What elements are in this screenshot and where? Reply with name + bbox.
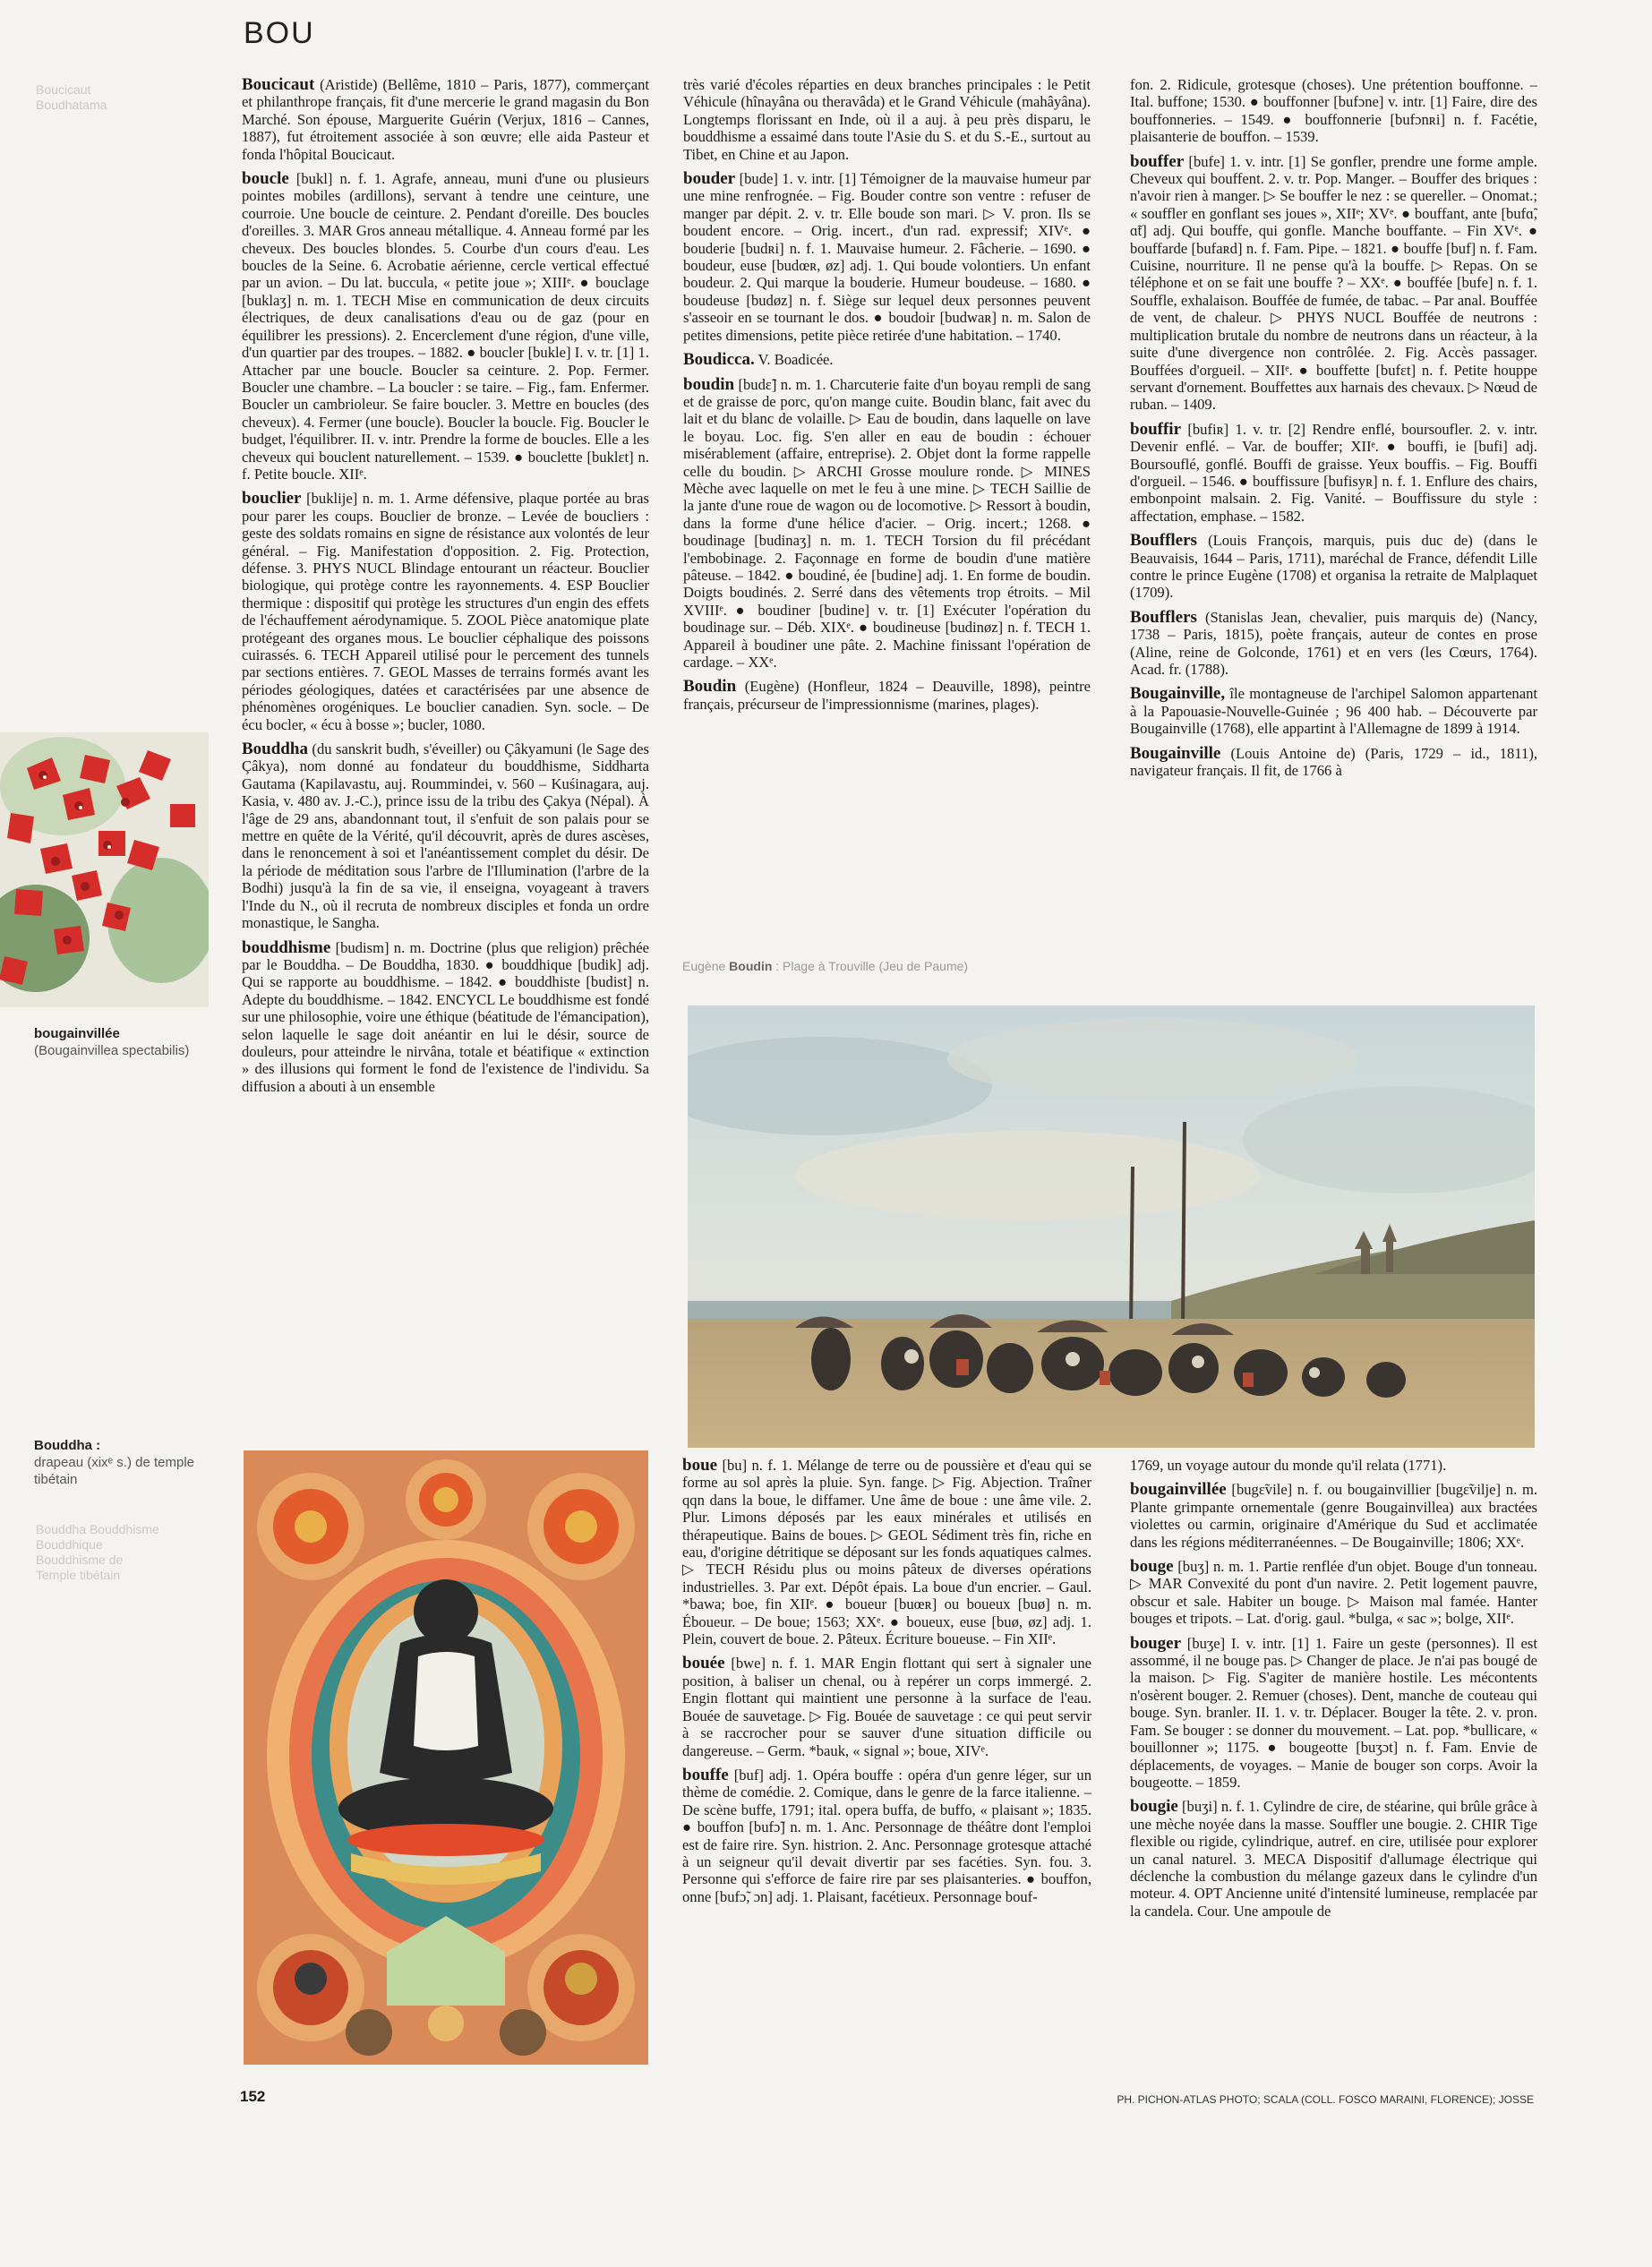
entry-headword: boue — [682, 1457, 718, 1475]
entry-headword: bouée — [682, 1654, 725, 1673]
column-5 — [1130, 1457, 1537, 2066]
entry-headword: Boufflers — [1130, 607, 1197, 627]
entry-definition: [bufiʀ] 1. v. tr. [2] Rendre enflé, boursoufler. 2. v. intr. Devenir enflé. – Var. de bouffer; XIIᵉ. ● bouffi, ie [bufi] adj. Boursouflé, gonflé. Bouffi de graisse. Yeux bouffis. – Fig. Bouffi d'orgueil. – 1546. ● bouffissure [bufisyʀ] n. f. 1. Enflure des chairs, embonpoint malsain. 2. Fig. Vanité. – Bouffissure du style : affectation, emphase. – 1582. — [1130, 420, 1537, 525]
boudin-beach-painting — [688, 1005, 1535, 1448]
entry-definition: [buʒ] n. m. 1. Partie renflée d'un objet. Bouge d'un tonneau. ▷ MAR Convexité du pont d'un navire. 2. Petit logement pauvre, obscur et sale. Habiter un bouge. ▷ Maison mal famée. Hanter bouges et tripots. – Lat. d'orig. gaul. *bulga, « sac »; bolge, XIIᵉ. — [1130, 1558, 1537, 1628]
entry-definition: (Stanislas Jean, chevalier, puis marquis de) (Nancy, 1738 – Paris, 1815), poète français, auteur de contes en prose (Aline, reine de Golconde, 1761) et en vers (les Cœurs, 1764). Acad. fr. (1788). — [1130, 608, 1537, 678]
entry-definition: [bu] n. f. 1. Mélange de terre ou de poussière et d'eau qui se forme au sol après la pluie. Syn. fange. ▷ Fig. Abjection. Traîner qqn dans la boue, le diffamer. Une âme de boue : une âme vile. 2. Plur. Limons déposés par les eaux minérales et utilisés en thérapeutique. Bains de boues. ▷ GEOL Sédiment très fin, riche en eau, d'origine détritique se déposant sur les fonds aquatiques calmes. ▷ TECH Résidu plus ou moins pâteux de diverses opérations industrielles. 3. Par ext. Dépôt épais. La boue d'un encrier. – Gaul. *bawa; boe, fin XIIᵉ. ● boueur [buœʀ] ou boueux [buø] n. m. Éboueur. – De boue; 1563; XXᵉ. ● boueux, euse [buø, øz] adj. 1. Plein, couvert de boue. 2. Pâteux. Écriture boueuse. – Fin XIIᵉ. — [682, 1457, 1091, 1648]
bouddha-caption — [34, 1437, 204, 1488]
dictionary-entry — [1130, 1558, 1537, 1628]
entry-definition: [bwe] n. f. 1. MAR Engin flottant qui sert à signaler une position, à baliser un chenal, ou à repérer un corps immergé. 2. Engin flottant qui maintient une personne à la surface de l'eau. Bouée de sauvetage. ▷ Fig. Bouée de sauvetage : ce qui peut servir à se raccrocher pour se sauver d'une situation difficile ou dangereuse. – Germ. *bauk, « signal »; boue, XIVᵉ. — [682, 1655, 1091, 1759]
dictionary-entry — [682, 1655, 1091, 1758]
entry-definition: (Eugène) (Honfleur, 1824 – Deauville, 1898), peintre français, précurseur de l'impressionnisme (marines, plages). — [683, 678, 1091, 713]
entry-definition: [buklije] n. m. 1. Arme défensive, plaque portée au bras pour parer les coups. Bouclier de bronze. – Levée de boucliers : geste des soldats romains en signe de résistance aux volontés de leur général. – Fig. Manifestation d'opposition. 2. Fig. Protection, défense. 3. PHYS NUCL Blindage entourant un réacteur. Bouclier biologique, qui protège contre les rayonnements. 4. ESP Bouclier thermique : dispositif qui protège les structures d'un engin des effets de l'échauffement aérodynamique. 5. ZOOL Pièce anatomique plate protégeant des organes mous. Le bouclier céphalique des poissons cuirassés. 6. TECH Appareil utilisé pour le percement des tunnels par sections entières. 7. GEOL Masses de terrains formés avant les périodes géologiques, datées et caractérisées par une absence de phénomènes orogéniques. Le bouclier canadien. Syn. socle. – De écu bocler, « écu à bosse »; bucler, 1080. — [242, 490, 649, 733]
entry-definition: [bukl] n. f. 1. Agrafe, anneau, muni d'une ou plusieurs pointes mobiles (ardillons), servant à tendre une ceinture, une courroie. Une boucle de ceinture. 2. Pendant d'oreille. Des boucles d'oreilles. 3. MAR Gros anneau métallique. 4. Anneau formé par les cheveux. Des boucles blondes. 5. Courbe d'un cours d'eau. Les boucles de la Seine. 6. Acrobatie aérienne, cercle vertical effectué par un avion. – Du lat. buccula, « petite joue »; XIIIᵉ. ● bouclage [buklaʒ] n. m. 1. TECH Mise en communication de deux circuits électriques, de deux canalisations d'eau ou de gaz (pour en équilibrer les pressions). 2. Encerclement d'une région, d'une ville, d'un quartier par des troupes. – 1882. ● boucler [bukle] I. v. tr. [1] 1. Attacher par une boucle. Boucler sa ceinture. 2. Pop. Fermer. Boucler une chambre. – La boucler : se taire. – Fig., fam. Enfermer. Boucler un cambrioleur. Se faire boucler. 3. Mettre en boucles (des cheveux). 4. Fermer (une boucle). Boucler la boucle. Fig. Boucler le budget, l'équilibrer. II. v. intr. Prendre la forme de boucles. Elle a les cheveux qui bouclent naturellement. – 1539. ● bouclette [buklɛt] n. f. Petite boucle. XIIᵉ. — [242, 170, 649, 483]
entry-headword: bouffe — [682, 1765, 729, 1784]
dictionary-entry — [242, 170, 649, 483]
entry-headword: Bouddha — [242, 740, 308, 759]
entry-definition: [bude] 1. v. intr. [1] Témoigner de la mauvaise humeur par une mine renfrognée. – Fig. Bouder contre son ventre : refuser de manger par dépit. 2. v. tr. Elle boude son mari. ▷ V. pron. Ils se boudent encore. – Orig. incert., d'un rad. expressif; XIVᵉ. ● bouderie [budʀi] n. f. 1. Mauvaise humeur. 2. Fâcherie. – 1690. ● boudeur, euse [budœʀ, øz] adj. 1. Qui boude volontiers. Un enfant boudeur. 2. Qui marque la bouderie. Humeur boudeuse. – 1680. ● boudeuse [budøz] n. f. Siège sur lequel deux personnes peuvent s'asseoir en se tournant le dos. ● boudoir [budwaʀ] n. m. Salon de petites dimensions, petite pièce retirée d'une habitation. – 1740. — [683, 170, 1091, 344]
entry-headword: bouger — [1130, 1633, 1181, 1653]
entry-definition: [budism] n. m. Doctrine (plus que religion) prêchée par le Bouddha. – De Bouddha, 1830. ● bouddhique [budik] adj. Qui se rapporte au bouddhisme. – 1842. ● bouddhiste [budist] n. Adepte du bouddhisme. – 1842. ENCYCL Le bouddhisme est fondé sur une philosophie, voire une éthique (béatitude de l'émancipation), selon laquelle le sage doit anéantir en lui le désir, source de douleurs, pour atteindre le nirvâna, totale et béatifique « extinction » des illusions qui forment le fond de l'existence de l'individu. Sa diffusion a abouti à un ensemble — [242, 938, 649, 1095]
dictionary-entry — [242, 490, 649, 733]
boudin-caption-rest: : Plage à Trouville (Jeu de Paume) — [772, 959, 969, 973]
dictionary-entry — [682, 1457, 1091, 1647]
dictionary-entry — [242, 939, 649, 1096]
column-4 — [682, 1457, 1091, 2066]
entry-definition: [bugɛ̃vile] n. f. ou bougainvillier [bugɛ̃vilje] n. m. Plante grimpante ornementale (genre Bougainvillea) aux bractées violettes ou carmin, originaire d'Amérique du Sud et acclimatée dans les régions méditerranéennes. – De Bougainville; 1806; XXᵉ. — [1130, 1481, 1537, 1551]
entry-headword: Boucicaut — [242, 76, 315, 94]
column-3 — [1130, 76, 1537, 985]
photo-credits: PH. PICHON-ATLAS PHOTO; SCALA (COLL. FOSCO MARAINI, FLORENCE); JOSSE — [1117, 2093, 1534, 2106]
dictionary-entry — [1130, 1457, 1537, 1474]
dictionary-entry — [1130, 532, 1537, 602]
entry-definition: [bufe] 1. v. intr. [1] Se gonfler, prendre une forme ample. Cheveux qui bouffent. 2. v. tr. Pop. Manger. – Bouffer des briques : n'avoir rien à manger. ▷ Se bouffer le nez : se quereller. – Onomat.; « souffler en gonflant ses joues », XIIᵉ; XVᵉ. ● bouffant, ante [bufɑ̃, ɑ̃t] adj. Qui bouffe, qui gonfle. Manche bouffante. – Fin XVᵉ. ● bouffarde [bufaʀd] n. f. Fam. Pipe. – 1821. ● bouffe [buf] n. f. Fam. Cuisine, nourriture. Il ne pense qu'à la bouffe. ▷ Repas. On se téléphone et on se fait une bouffe ? – XXᵉ. ● bouffée [bufe] n. f. 1. Souffle, exhalaison. Bouffée de fumée, de tabac. – Par anal. Bouffée de vent, de chaleur. ▷ PHYS NUCL Bouffée de neutrons : multiplication brutale du nombre de neutrons dans un réacteur, à la suite d'une divergence non contrôlée. 2. Fig. Accès passager. Bouffées d'orgueil. – XIIᵉ. ● bouffette [bufɛt] n. f. Petite houppe servant d'ornement. Bouffettes aux harnais des chevaux. ▷ Nœud de ruban. – 1409. — [1130, 152, 1537, 414]
entry-definition: très varié d'écoles réparties en deux branches principales : le Petit Véhicule (hînayâna ou theravâda) et le Grand Véhicule (mahâyâna). Longtemps florissant en Inde, où il a auj. à peu près disparu, le bouddhisme a essaimé dans toute l'Asie du S. et du S.-E., surtout au Tibet, en Chine et au Japon. — [683, 76, 1091, 163]
dictionary-entry — [683, 76, 1091, 163]
boudin-painting-caption — [682, 958, 1094, 975]
entry-headword: bouddhisme — [242, 937, 331, 957]
entry-definition: (Aristide) (Bellême, 1810 – Paris, 1877), commerçant et philanthrope français, fit d'une mercerie le grand magasin du Bon Marché. Son épouse, Marguerite Guérin (Verjux, 1816 – Cannes, 1887), fut étroitement associée à son œuvre; elle aida Pasteur et fonda l'hôpital Boucicaut. — [242, 76, 649, 163]
ghost-text-top: Boucicaut Boudhatama — [36, 82, 107, 112]
entry-definition: [buʒe] I. v. intr. [1] 1. Faire un geste (personnes). Il est assommé, il ne bouge pas. ▷ Changer de place. Je n'ai pas bougé de la maison. ▷ Fig. S'agiter de manière hostile. Les mécontents n'osèrent bouger. 2. Remuer (choses). Dent, manche de couteau qui bouge. Syn. branler. II. 1. v. tr. Déplacer. Bouger la tête. 2. v. pron. Fam. Se bouger : se donner du mouvement. – Lat. pop. *bullicare, « bouillonner »; 1175. ● bougeotte [buʒɔt] n. f. Fam. Envie de déplacements, de voyages. – Manie de bouger son corps. Avoir la bougeotte. – 1859. — [1130, 1634, 1537, 1791]
column-1 — [242, 76, 649, 1441]
dictionary-entry — [683, 678, 1091, 713]
entry-definition: fon. 2. Ridicule, grotesque (choses). Une prétention bouffonne. – Ital. buffone; 1530. ● bouffonner [bufɔne] v. intr. [1] Faire, dire des bouffonneries. – 1549. ● bouffonnerie [bufɔnʀi] n. f. Facétie, plaisanterie de bouffon. – 1539. — [1130, 76, 1537, 146]
dictionary-entry — [1130, 745, 1537, 780]
bouddha-caption-title: Bouddha : — [34, 1438, 101, 1453]
entry-headword: bougainvillée — [1130, 1480, 1227, 1500]
entry-definition: [budɛ̃] n. m. 1. Charcuterie faite d'un boyau rempli de sang et de graisse de porc, qu'on mange cuite. Boudin blanc, fait avec du lait et du blanc de volaille. ▷ Eau de boudin, dans laquelle on lave le boyau. Loc. fig. S'en aller en eau de boudin : échouer misérablement (affaire, entreprise). 2. Objet dont la forme rappelle celle du boudin. ▷ ARCHI Grosse moulure ronde. ▷ MINES Mèche avec laquelle on met le feu à une mine. ▷ TECH Saillie de la jante d'une roue de wagon ou de locomotive. ▷ Ressort à boudin, dans la forme d'une hélice d'acier. – Orig. incert.; 1268. ● boudinage [budinaʒ] n. m. 1. TECH Torsion du fil précédant l'embobinage. 2. Façonnage en forme de boudin d'une matière pâteuse. – 1842. ● boudiné, ée [budine] adj. 1. En forme de boudin. Doigts boudinés. 2. Serré dans des vêtements trop étroits. – Mil XVIIIᵉ. ● boudiner [budine] v. tr. [1] Exécuter l'opération du boudinage sur. – Déb. XIXᵉ. ● boudineuse [budinøz] n. f. TECH 1. Appareil à boudiner une pâte. 2. Machine finissant l'opération de cardage. – XXᵉ. — [683, 375, 1091, 671]
entry-definition: [buʒi] n. f. 1. Cylindre de cire, de stéarine, qui brûle grâce à une mèche noyée dans la masse. Souffler une bougie. 2. CHIR Tige flexible ou rigide, cylindrique, autref. en cire, utilisée pour explorer un canal naturel. 3. MECA Dispositif d'allumage électrique qui déclenche la combustion du mélange gazeux dans le cylindre d'un moteur. 4. OPT Ancienne unité d'intensité lumineuse, remplacée par la candela. Cour. Une ampoule de — [1130, 1798, 1537, 1920]
bougainvillee-caption-sub: (Bougainvillea spectabilis) — [34, 1043, 190, 1058]
dictionary-entry — [1130, 609, 1537, 679]
bouddha-caption-sub: drapeau (xixᵉ s.) de temple tibétain — [34, 1455, 194, 1487]
entry-headword: Boudin — [683, 677, 737, 697]
entry-headword: Boufflers — [1130, 531, 1197, 551]
dictionary-entry — [242, 76, 649, 163]
entry-headword: Boudicca. — [683, 350, 755, 370]
dictionary-entry — [683, 351, 1091, 368]
dictionary-entry — [683, 376, 1091, 672]
entry-definition: (du sanskrit budh, s'éveiller) ou Çâkyamuni (le Sage des Çâkya), nom donné au fondateur du bouddhisme, Siddharta Gautama (Kapilavastu, auj. Roummindei, v. 560 – Kuśinagara, auj. Kasia, v. 480 av. J.-C.), prince issu de la tribu des Çakya (Népal). À l'âge de 29 ans, abandonnant tout, il s'enfuit de son palais pour se mettre en quête de la Vérité, qu'il découvrit, après de dures ascèses, dans le renoncement à soi et l'anéantissement complet du désir. De la période de méditation sous l'arbre de l'Illumination (l'arbre de la Bodhi) jusqu'à la fin de sa vie, il enseigna, voyageant à travers l'Inde du N., où il recruta de nombreux disciples et fonda un ordre monastique, le Sangha. — [242, 740, 649, 932]
dictionary-entry — [1130, 1481, 1537, 1551]
entry-definition: 1769, un voyage autour du monde qu'il relata (1771). — [1130, 1457, 1447, 1474]
page-number: 152 — [240, 2088, 266, 2105]
entry-headword: boudin — [683, 374, 735, 394]
dictionary-entry — [1130, 685, 1537, 737]
bougainvillee-caption — [34, 1025, 204, 1059]
boudin-caption-name: Eugène — [682, 959, 730, 973]
entry-definition: (Louis François, marquis, puis duc de) (dans le Beauvaisis, 1644 – Paris, 1711), maréchal de France, défendit Lille contre le prince Eugène (1708) et organisa la retraite de Malplaquet (1709). — [1130, 532, 1537, 602]
dictionary-entry — [242, 740, 649, 931]
entry-definition: (Louis Antoine de) (Paris, 1729 – id., 1811), navigateur français. Il fit, de 1766 à — [1130, 744, 1537, 780]
boudin-caption-bold: Boudin — [729, 959, 773, 973]
entry-headword: bouclier — [242, 489, 302, 509]
bougainvillee-caption-title: bougainvillée — [34, 1026, 120, 1041]
entry-headword: Bougainville, — [1130, 684, 1226, 704]
dictionary-entry — [1130, 76, 1537, 146]
column-2 — [683, 76, 1091, 958]
dictionary-entry — [1130, 1798, 1537, 1920]
bougainvillea-photo — [0, 732, 209, 1007]
entry-headword: bougie — [1130, 1797, 1178, 1817]
dictionary-entry — [1130, 1635, 1537, 1792]
dictionary-entry — [1130, 421, 1537, 525]
tibetan-thangka-image — [244, 1450, 648, 2065]
dictionary-entry — [683, 170, 1091, 344]
entry-definition: V. Boadicée. — [754, 351, 834, 369]
entry-definition: [buf] adj. 1. Opéra bouffe : opéra d'un genre léger, sur un thème de comédie. 2. Comique, dans le genre de la farce italienne. – De scène buffe, 1791; ital. opera buffa, de buffo, « plaisant »; 1835. ● bouffon [bufɔ̃] n. m. 1. Anc. Personnage de théâtre dont l'emploi est de faire rire. Syn. histrion. 2. Anc. Personnage grotesque attaché à un seigneur qu'il devait divertir par ses facéties. Syn. fou. 3. Personne qui s'efforce de faire rire par ses plaisanteries. ● bouffon, onne [bufɔ̃, ɔn] adj. 1. Plaisant, facétieux. Personnage bouf- — [682, 1766, 1091, 1905]
entry-headword: Bougainville — [1130, 743, 1221, 763]
entry-headword: bouffir — [1130, 419, 1181, 439]
entry-headword: bouffer — [1130, 151, 1185, 171]
dictionary-entry — [682, 1767, 1091, 1905]
running-head: BOU — [244, 16, 315, 50]
entry-headword: bouder — [683, 169, 736, 189]
entry-definition: île montagneuse de l'archipel Salomon appartenant à la Papouasie-Nouvelle-Guinée ; 96 400 hab. – Découverte par Bougainville (1768), elle appartint à l'Allemagne de 1899 à 1914. — [1130, 685, 1537, 738]
entry-headword: bouge — [1130, 1557, 1174, 1577]
dictionary-entry — [1130, 153, 1537, 414]
ghost-text-bottom: Bouddha Bouddhisme Bouddhique Bouddhisme de Temple tibétain — [36, 1522, 159, 1582]
entry-headword: boucle — [242, 169, 289, 189]
